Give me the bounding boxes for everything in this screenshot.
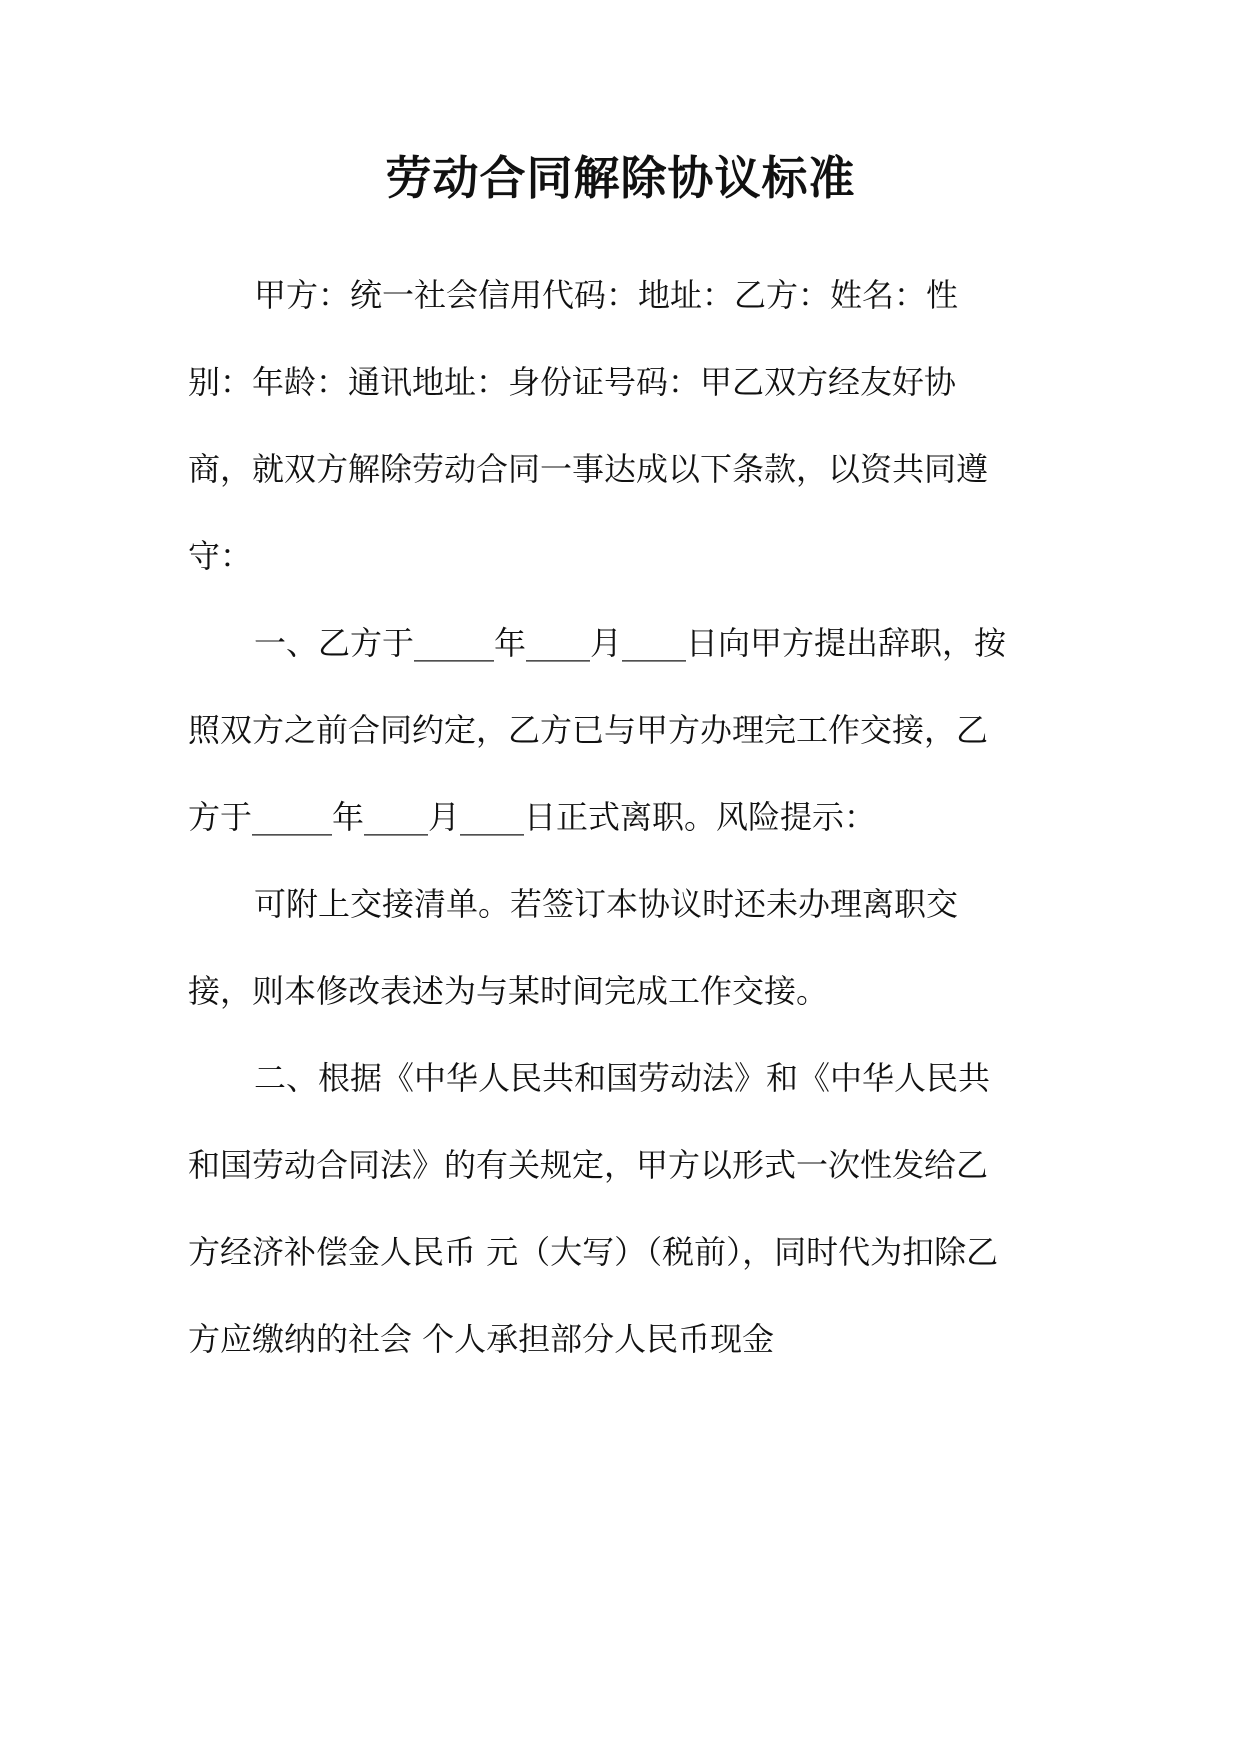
paragraph-line: 可附上交接清单。若签订本协议时还未办理离职交 xyxy=(254,885,959,923)
paragraph-line: 方应缴纳的社会 个人承担部分人民币现金 xyxy=(188,1320,775,1358)
paragraph-line: 甲方：统一社会信用代码：地址：乙方：姓名：性 xyxy=(254,276,959,314)
paragraph-line: 照双方之前合同约定，乙方已与甲方办理完工作交接，乙 xyxy=(188,711,989,749)
document-title: 劳动合同解除协议标准 xyxy=(385,151,856,205)
paragraph-line: 别：年龄：通讯地址：身份证号码：甲乙双方经友好协 xyxy=(188,363,957,401)
paragraph-line: 二、根据《中华人民共和国劳动法》和《中华人民共 xyxy=(254,1059,991,1097)
paragraph-line: 商，就双方解除劳动合同一事达成以下条款，以资共同遵 xyxy=(188,450,989,488)
paragraph-line: 方经济补偿金人民币 元（大写）（税前），同时代为扣除乙 xyxy=(188,1233,999,1271)
paragraph-line: 方于_____年____月____日正式离职。风险提示： xyxy=(188,798,877,836)
paragraph-line: 接，则本修改表述为与某时间完成工作交接。 xyxy=(188,972,829,1010)
paragraph-line: 守： xyxy=(188,537,253,575)
paragraph-line: 和国劳动合同法》的有关规定，甲方以形式一次性发给乙 xyxy=(188,1146,989,1184)
paragraph-line: 一、乙方于_____年____月____日向甲方提出辞职，按 xyxy=(254,624,1007,662)
